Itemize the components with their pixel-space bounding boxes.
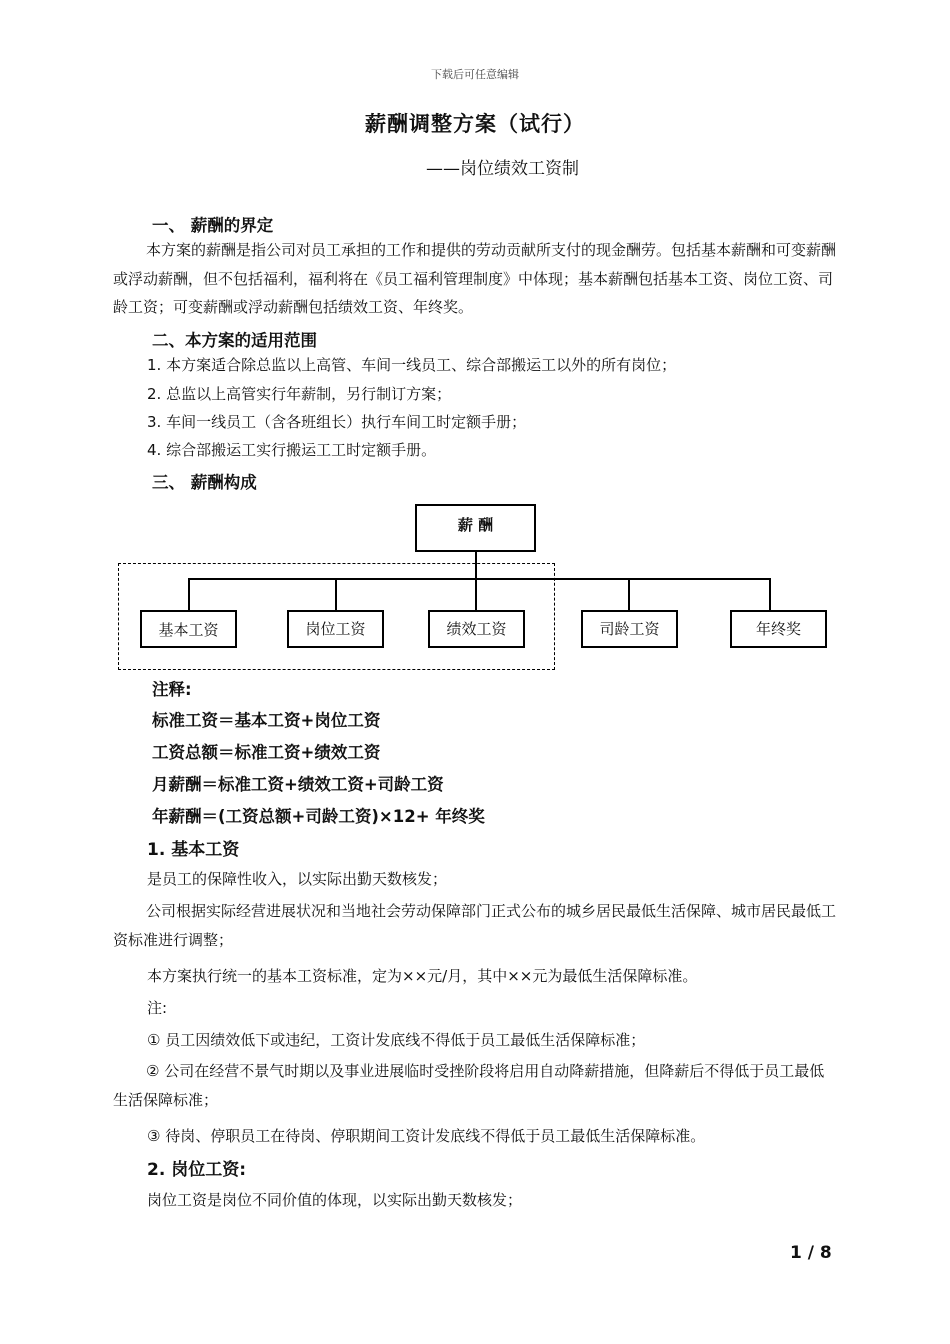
section-2-item: 1. 本方案适合除总监以上高管、车间一线员工、综合部搬运工以外的所有岗位； xyxy=(147,356,677,374)
section-2-item: 2. 总监以上高管实行年薪制，另行制订方案； xyxy=(147,385,452,403)
section-1-paragraph: 本方案的薪酬是指公司对员工承担的工作和提供的劳动贡献所支付的现金酬劳。包括基本薪酬和可变薪酬或浮动薪酬，但不包括福利，福利将在《员工福利管理制度》中体现；基本薪酬包括基本工资、岗位工资、司龄工资；可变薪酬或浮动薪酬包括绩效工资、年终奖。 xyxy=(113,241,837,316)
document-subtitle: ——岗位绩效工资制 xyxy=(426,159,579,179)
formula-line: 月薪酬＝标准工资+绩效工资+司龄工资 xyxy=(152,775,444,794)
subsection-1-line: ② 公司在经营不景气时期以及事业进展临时受挫阶段将启用自动降薪措施，但降薪后不得低于员工最低生活保障标准； xyxy=(113,1062,825,1109)
document-title: 薪酬调整方案（试行） xyxy=(365,112,585,136)
chart-root-box: 薪 酬 xyxy=(415,504,536,552)
page-header: 下载后可任意编辑 xyxy=(431,68,519,81)
subsection-1-line: 本方案执行统一的基本工资标准，定为××元/月，其中××元为最低生活保障标准。 xyxy=(147,967,698,985)
section-2-item: 4. 综合部搬运工实行搬运工工时定额手册。 xyxy=(147,441,437,459)
salary-structure-chart xyxy=(110,500,840,672)
chart-child-box: 岗位工资 xyxy=(287,610,384,648)
formula-line: 年薪酬＝(工资总额+司龄工资)×12+ 年终奖 xyxy=(152,807,485,826)
chart-child-box: 司龄工资 xyxy=(581,610,678,648)
section-3-heading: 三、 薪酬构成 xyxy=(152,473,257,492)
subsection-2-line: 岗位工资是岗位不同价值的体现，以实际出勤天数核发； xyxy=(147,1191,523,1209)
subsection-2-heading: 2. 岗位工资: xyxy=(147,1160,247,1180)
section-2-item: 3. 车间一线员工（含各班组长）执行车间工时定额手册； xyxy=(147,413,527,431)
chart-child-box: 绩效工资 xyxy=(428,610,525,648)
chart-connector xyxy=(335,578,337,610)
section-2-heading: 二、本方案的适用范围 xyxy=(152,331,317,350)
formula-line: 标准工资＝基本工资+岗位工资 xyxy=(152,711,381,730)
subsection-1-line: 是员工的保障性收入，以实际出勤天数核发； xyxy=(147,870,448,888)
chart-connector xyxy=(475,578,477,610)
subsection-1-line: 注: xyxy=(147,999,168,1017)
chart-connector xyxy=(188,578,190,610)
subsection-1-line: ① 员工因绩效低下或违纪，工资计发底线不得低于员工最低生活保障标准； xyxy=(147,1031,646,1049)
formula-line: 工资总额＝标准工资+绩效工资 xyxy=(152,743,381,762)
chart-child-box: 年终奖 xyxy=(730,610,827,648)
subsection-1-line: 公司根据实际经营进展状况和当地社会劳动保障部门正式公布的城乡居民最低生活保障、城市居民最低工资标准进行调整； xyxy=(113,902,837,949)
chart-connector xyxy=(628,578,630,610)
section-1-heading: 一、 薪酬的界定 xyxy=(152,216,274,235)
page-number: 1 / 8 xyxy=(790,1243,832,1263)
chart-connector xyxy=(188,578,770,580)
chart-child-box: 基本工资 xyxy=(140,610,237,648)
subsection-1-heading: 1. 基本工资 xyxy=(147,840,240,860)
chart-connector xyxy=(769,578,771,610)
notes-label: 注释: xyxy=(152,680,192,699)
subsection-1-line: ③ 待岗、停职员工在待岗、停职期间工资计发底线不得低于员工最低生活保障标准。 xyxy=(147,1127,706,1145)
